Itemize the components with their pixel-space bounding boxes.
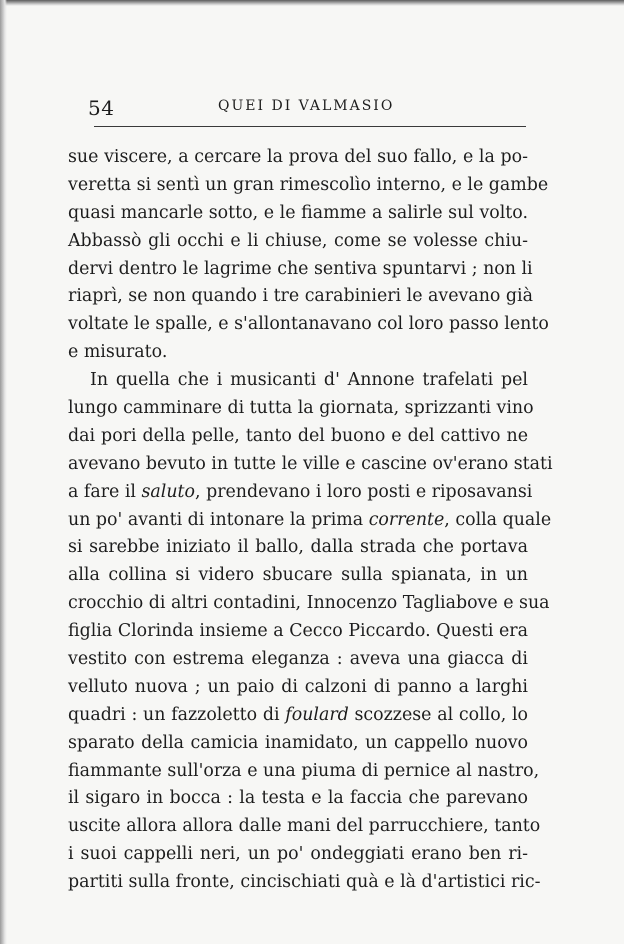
text-line: riaprì, se non quando i tre carabinieri le avevano già [68, 286, 533, 307]
text-line: sue viscere, a cercare la prova del suo fallo, e la po- [68, 147, 528, 167]
text-segment: , colla quale [444, 509, 552, 530]
text-line-with-italic [68, 507, 552, 535]
text-line: fiammante sull'orza e una piuma di pernice al nastro, [68, 760, 540, 781]
text-line-paragraph-start: In quella che i musicanti d' Annone trafelati pel [90, 370, 528, 391]
text-line: lungo camminare di tutta la giornata, sprizzanti vino [68, 398, 534, 419]
text-line: alla collina si videro sbucare sulla spianata, in un [68, 565, 528, 586]
text-line: il sigaro in bocca : la testa e la faccia che parevano [68, 788, 528, 809]
text-line: voltate le spalle, e s'allontanavano col loro passo lento [68, 314, 549, 335]
text-line: crocchio di altri contadini, Innocenzo Tagliabove e sua [68, 593, 550, 614]
body-text [68, 144, 553, 897]
text-line: veretta si sentì un gran rimescolìo interno, e le gambe [68, 174, 549, 195]
italic-word-foulard: foulard [285, 704, 349, 725]
text-line: velluto nuova ; un paio di calzoni di panno a larghi [68, 676, 528, 697]
text-line: Abbassò gli occhi e li chiuse, come se volesse chiu- [68, 230, 528, 251]
text-segment: un po' avanti di intonare la prima [68, 509, 369, 530]
italic-word-corrente: corrente [368, 509, 445, 530]
text-line: figlia Clorinda insieme a Cecco Piccardo. Questi era [68, 621, 528, 642]
text-line: avevano bevuto in tutte le ville e cascine ov'erano stati [68, 453, 553, 474]
running-head [0, 0, 624, 140]
text-line: dervi dentro le lagrime che sentiva spuntarvi ; non li [68, 258, 533, 279]
running-title: QUEI DI VALMASIO [218, 98, 395, 114]
text-segment: quadri : un fazzoletto di [68, 704, 286, 725]
italic-word-saluto: saluto [141, 481, 196, 502]
text-line: si sarebbe iniziato il ballo, dalla strada che portava [68, 537, 528, 558]
header-rule [94, 126, 526, 127]
text-segment: scozzese al collo, lo [348, 704, 528, 725]
text-line: quasi mancarle sotto, e le fiamme a salirle sul volto. [68, 202, 528, 223]
text-line: uscite allora allora dalle mani del parrucchiere, tanto [68, 816, 541, 837]
text-line: i suoi cappelli neri, un po' ondeggiati erano ben ri- [68, 844, 528, 865]
page-number: 54 [88, 96, 115, 120]
text-line: dai pori della pelle, tanto del buono e del cattivo ne [68, 425, 528, 446]
text-line-paragraph-end: e misurato. [68, 342, 168, 363]
text-line-with-italic [68, 702, 528, 730]
page-left-edge-shadow [0, 0, 7, 944]
text-line-with-italic [68, 479, 533, 507]
text-line: sparato della camicia inamidato, un cappello nuovo [68, 732, 528, 753]
text-segment: , prendevano i loro posti e riposavansi [195, 481, 533, 502]
text-line: vestito con estrema eleganza : aveva una giacca di [68, 649, 528, 670]
text-segment: a fare il [68, 481, 142, 502]
text-line: partiti sulla fronte, cincischiati quà e là d'artistici ric- [68, 872, 541, 893]
